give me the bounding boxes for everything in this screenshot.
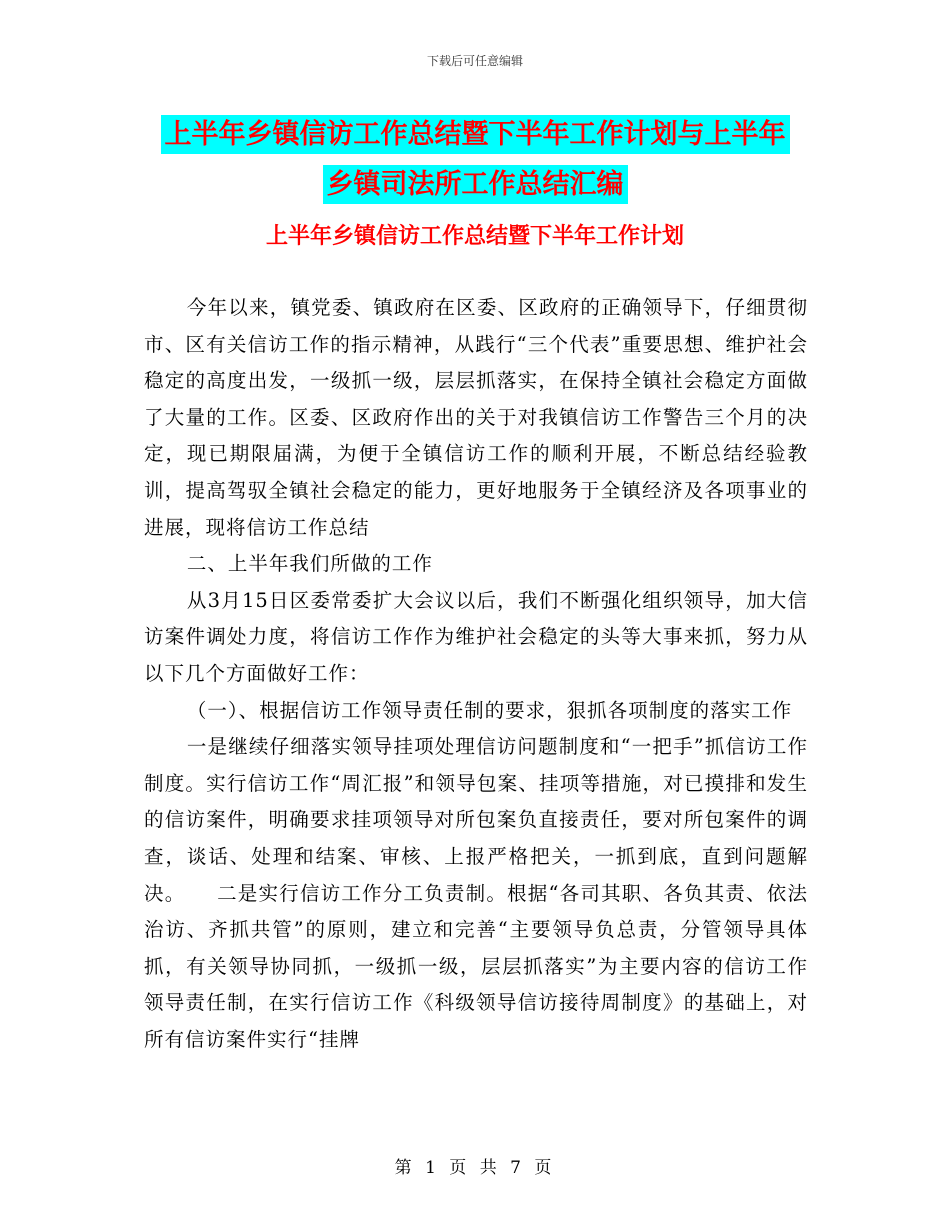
paragraph: 一是继续仔细落实领导挂项处理信访问题制度和“一把手”抓信访工作制度。实行信访工作“周汇报”和领导包案、挂项等措施，对已摸排和发生的信访案件，明确要求挂项领导对所包案负直接责任，要对所包案件的调查，谈话、处理和结案、审核、上报严格把关，一抓到底，直到问题解决。 二是实行信访工作分工负责制。根据“各司其职、各负其责、依法治访、齐抓共管”的原则，建立和完善“主要领导负总责，分管领导具体抓，有关领导协同抓，一级抓一级，层层抓落实”为主要内容的信访工作领导责任制，在实行信访工作《科级领导信访接待周制度》的基础上，对所有信访案件实行“挂牌 [144,735,808,1051]
document-title [0,110,950,210]
document-body [144,290,808,1058]
page-footer: 第 1 页 共 7 页 [394,1158,556,1178]
section-title: 上半年乡镇信访工作总结暨下半年工作计划 [265,224,684,249]
paragraph: 二、上半年我们所做的工作 [186,552,433,576]
paragraph: 从3月15日区委常委扩大会议以后，我们不断强化组织领导，加大信访案件调处力度，将信访工作作为维护社会稳定的头等大事来抓，努力从以下几个方面做好工作： [144,588,808,685]
header-note: 下载后可任意编辑 [426,54,523,68]
title-line-2: 乡镇司法所工作总结汇编 [323,165,628,204]
title-line-1: 上半年乡镇信访工作总结暨下半年工作计划与上半年 [161,115,790,154]
paragraph: （一）、根据信访工作领导责任制的要求，狠抓各项制度的落实工作 [186,698,793,722]
paragraph: 今年以来，镇党委、镇政府在区委、区政府的正确领导下，仔细贯彻市、区有关信访工作的指示精神，从践行“三个代表”重要思想、维护社会稳定的高度出发，一级抓一级，层层抓落实，在保持全镇社会稳定方面做了大量的工作。区委、区政府作出的关于对我镇信访工作警告三个月的决定，现已期限届满，为便于全镇信访工作的顺利开展，不断总结经验教训，提高驾驭全镇社会稳定的能力，更好地服务于全镇经济及各项事业的进展，现将信访工作总结 [144,296,808,539]
